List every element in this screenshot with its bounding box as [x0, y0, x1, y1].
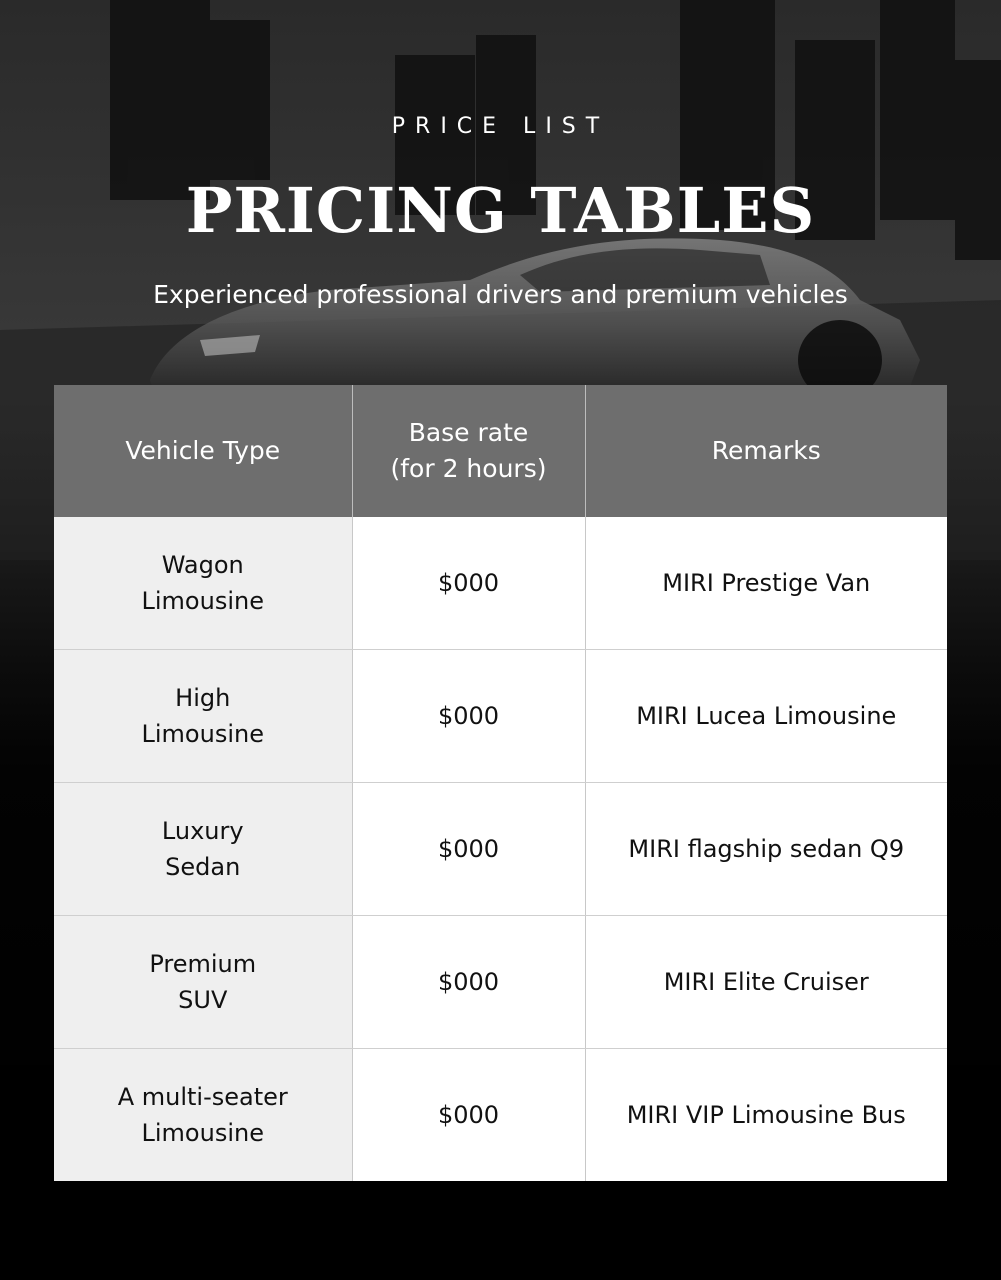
table-row — [54, 1049, 947, 1182]
remarks-cell: MIRI Elite Cruiser — [585, 916, 947, 1049]
column-header-vehicle-type: Vehicle Type — [54, 385, 352, 517]
vehicle-type-cell: A multi-seater Limousine — [54, 1049, 352, 1182]
eyebrow-label: PRICE LIST — [391, 114, 610, 139]
column-header-base-rate — [352, 385, 585, 517]
pricing-table — [54, 385, 947, 1181]
base-rate-cell: $000 — [352, 517, 585, 650]
base-rate-cell: $000 — [352, 783, 585, 916]
vehicle-type-cell: Wagon Limousine — [54, 517, 352, 650]
base-rate-cell: $000 — [352, 650, 585, 783]
table-row — [54, 650, 947, 783]
remarks-cell: MIRI VIP Limousine Bus — [585, 1049, 947, 1182]
table-row — [54, 916, 947, 1049]
column-header-remarks: Remarks — [585, 385, 947, 517]
column-header-base-rate-text: Base rate (for 2 hours) — [390, 418, 547, 483]
page-subtitle: Experienced professional drivers and premium vehicles — [153, 280, 848, 309]
table-row — [54, 783, 947, 916]
table-row — [54, 517, 947, 650]
vehicle-type-cell: High Limousine — [54, 650, 352, 783]
vehicle-type-cell: Luxury Sedan — [54, 783, 352, 916]
table-header-row — [54, 385, 947, 517]
vehicle-type-cell: Premium SUV — [54, 916, 352, 1049]
base-rate-cell: $000 — [352, 1049, 585, 1182]
remarks-cell: MIRI Lucea Limousine — [585, 650, 947, 783]
remarks-cell: MIRI Prestige Van — [585, 517, 947, 650]
page-title: PRICING TABLES — [185, 174, 816, 247]
base-rate-cell: $000 — [352, 916, 585, 1049]
remarks-cell: MIRI flagship sedan Q9 — [585, 783, 947, 916]
